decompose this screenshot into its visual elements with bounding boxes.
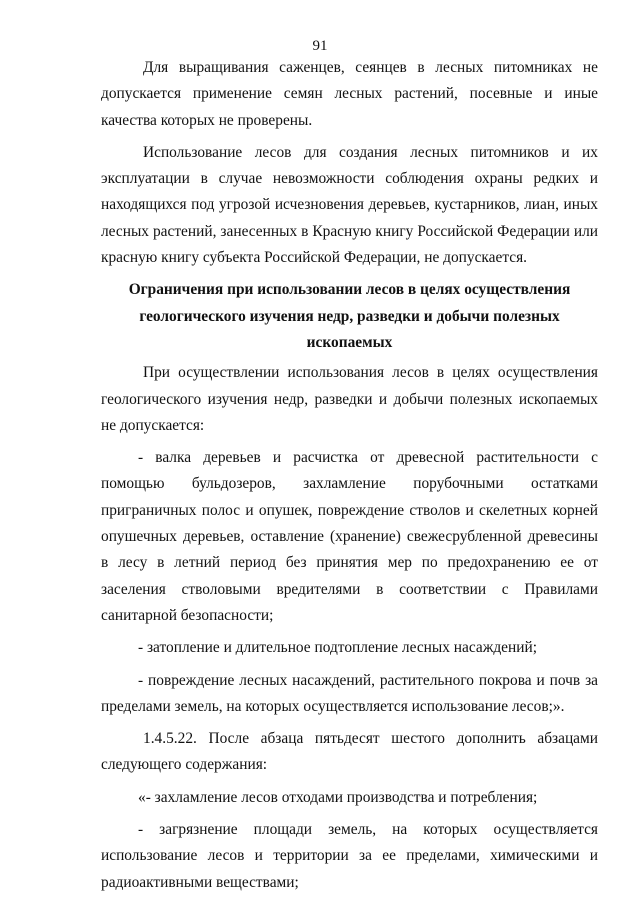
page-number: 91 — [312, 38, 328, 54]
paragraph-seedlings: Для выращивания саженцев, сеянцев в лесных питомниках не допускается применение семян лесных растений, посевные и иные качества которых не проверены. — [101, 59, 598, 129]
paragraph-amendment: 1.4.5.22. После абзаца пятьдесят шестого дополнить абзацами следующего содержания: — [101, 730, 598, 774]
section-heading: Ограничения при использовании лесов в целях осуществления геологического изучения недр, разведки и добычи полезных ископаемых — [128, 281, 571, 351]
list-item-felling: - валка деревьев и расчистка от древесной растительности с помощью бульдозеров, захламление порубочными остатками приграничных полос и опушек, повреждение стволов и скелетных корней опушечных деревьев, оставление (хранение) свежесрубленной древесины в лесу в летний период без принятия мер по предохранению ее от заселения стволовыми вредителями в соответствии с Правилами санитарной безопасности; — [101, 449, 598, 624]
list-item-pollution: - загрязнение площади земель, на которых осуществляется использование лесов и территории за ее пределами, химическими и радиоактивными веществами; — [101, 821, 598, 891]
list-item-littering: «- захламление лесов отходами производства и потребления; — [138, 788, 538, 806]
paragraph-geology-intro: При осуществлении использования лесов в целях осуществления геологического изучения недр, разведки и добычи полезных ископаемых не допускается: — [101, 364, 598, 434]
list-item-damage: - повреждение лесных насаждений, растительного покрова и почв за пределами земель, на которых осуществляется использование лесов;». — [101, 671, 598, 715]
paragraph-nurseries: Использование лесов для создания лесных питомников и их эксплуатации в случае невозможности соблюдения охраны редких и находящихся под угрозой исчезновения деревьев, кустарников, лиан, иных лесных растений, занесенных в Красную книгу Российской Федерации или красную книгу субъекта Российской Федерации, не допускается. — [101, 143, 598, 267]
list-item-flooding: - затопление и длительное подтопление лесных насаждений; — [138, 639, 537, 657]
document-body — [101, 55, 598, 902]
